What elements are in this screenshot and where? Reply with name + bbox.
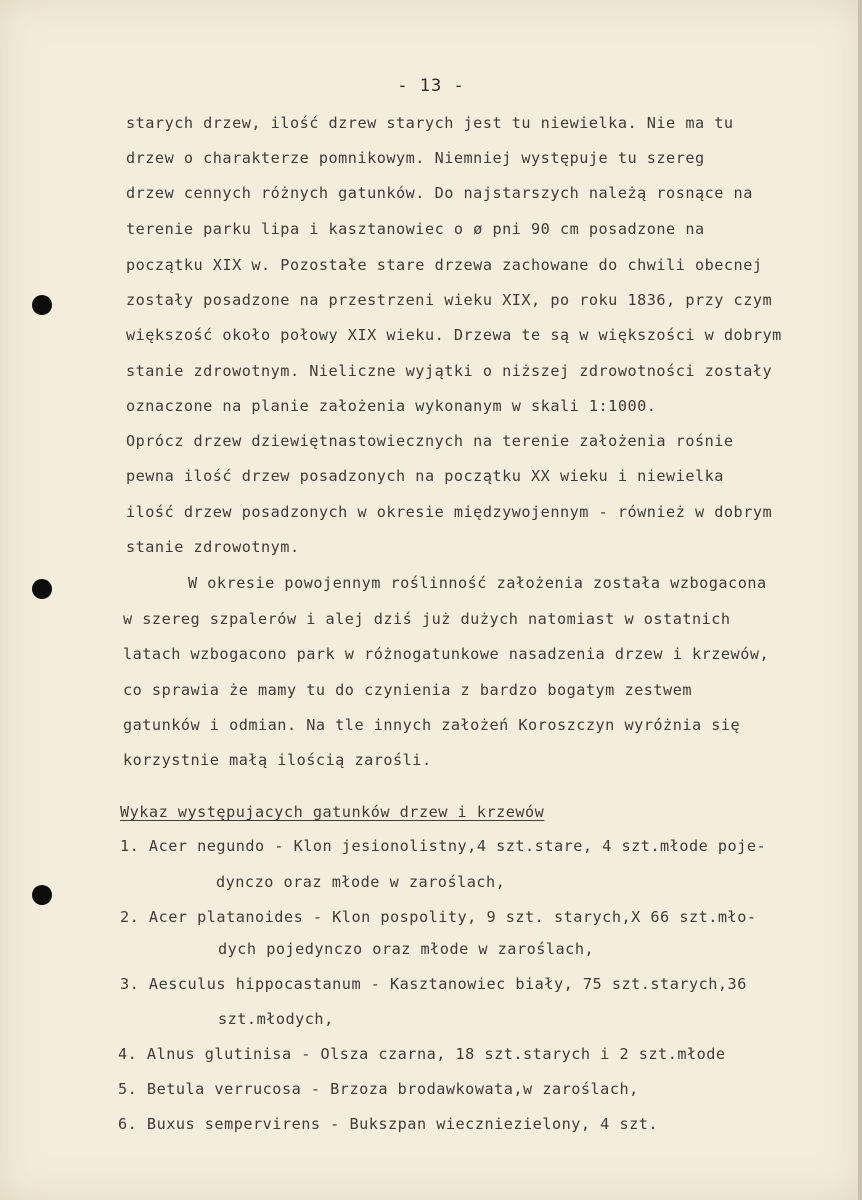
text-line: oznaczone na planie założenia wykonanym w skali 1:1000. bbox=[126, 397, 657, 415]
text-line: ilość drzew posadzonych w okresie międzywojennym - również w dobrym bbox=[126, 503, 773, 521]
list-item-continuation: dynczo oraz młode w zaroślach, bbox=[216, 873, 506, 891]
text-line: w szereg szpalerów i alej dziś już dużych natomiast w ostatnich bbox=[123, 610, 731, 628]
list-item: 2. Acer platanoides - Klon pospolity, 9 szt. starych,X 66 szt.mło- bbox=[120, 908, 757, 926]
text-line: terenie parku lipa i kasztanowiec o ø pni 90 cm posadzone na bbox=[126, 220, 705, 238]
list-item: 4. Alnus glutinisa - Olsza czarna, 18 szt.starych i 2 szt.młode bbox=[118, 1045, 726, 1063]
text-line: latach wzbogacono park w różnogatunkowe nasadzenia drzew i krzewów, bbox=[123, 645, 770, 663]
text-line: co sprawia że mamy tu do czynienia z bardzo bogatym zestwem bbox=[123, 681, 692, 699]
punch-hole bbox=[32, 885, 52, 905]
text-line: zostały posadzone na przestrzeni wieku XIX, po roku 1836, przy czym bbox=[126, 291, 773, 309]
text-line: większość około połowy XIX wieku. Drzewa te są w większości w dobrym bbox=[126, 326, 782, 344]
text-line: stanie zdrowotnym. Nieliczne wyjątki o niższej zdrowotności zostały bbox=[126, 362, 773, 380]
text-line: stanie zdrowotnym. bbox=[126, 538, 300, 556]
text-line: pewna ilość drzew posadzonych na początku XX wieku i niewielka bbox=[126, 467, 724, 485]
text-line: W okresie powojennym roślinność założenia została wzbogacona bbox=[188, 574, 767, 592]
list-item: 5. Betula verrucosa - Brzoza brodawkowata,w zaroślach, bbox=[118, 1080, 639, 1098]
text-line: Oprócz drzew dziewiętnastowiecznych na terenie założenia rośnie bbox=[126, 432, 734, 450]
text-line: starych drzew, ilość dzrew starych jest tu niewielka. Nie ma tu bbox=[126, 114, 734, 132]
text-line: drzew cennych różnych gatunków. Do najstarszych należą rosnące na bbox=[126, 184, 753, 202]
list-item: 6. Buxus sempervirens - Bukszpan wieczniezielony, 4 szt. bbox=[118, 1115, 659, 1133]
list-item-continuation: dych pojedynczo oraz młode w zaroślach, bbox=[218, 940, 595, 958]
text-line: korzystnie małą ilością zarośli. bbox=[123, 751, 432, 769]
text-line: drzew o charakterze pomnikowym. Niemniej występuje tu szereg bbox=[126, 149, 705, 167]
list-item: 1. Acer negundo - Klon jesionolistny,4 szt.stare, 4 szt.młode poje- bbox=[120, 837, 767, 855]
page-number: - 13 - bbox=[397, 76, 465, 96]
list-item: 3. Aesculus hippocastanum - Kasztanowiec biały, 75 szt.starych,36 bbox=[120, 975, 747, 993]
list-heading: Wykaz występujacych gatunków drzew i krzewów bbox=[120, 803, 545, 821]
text-line: początku XIX w. Pozostałe stare drzewa zachowane do chwili obecnej bbox=[126, 256, 763, 274]
punch-hole bbox=[32, 579, 52, 599]
punch-hole bbox=[32, 295, 52, 315]
list-item-continuation: szt.młodych, bbox=[218, 1010, 334, 1028]
text-line: gatunków i odmian. Na tle innych założeń Koroszczyn wyróżnia się bbox=[123, 716, 741, 734]
